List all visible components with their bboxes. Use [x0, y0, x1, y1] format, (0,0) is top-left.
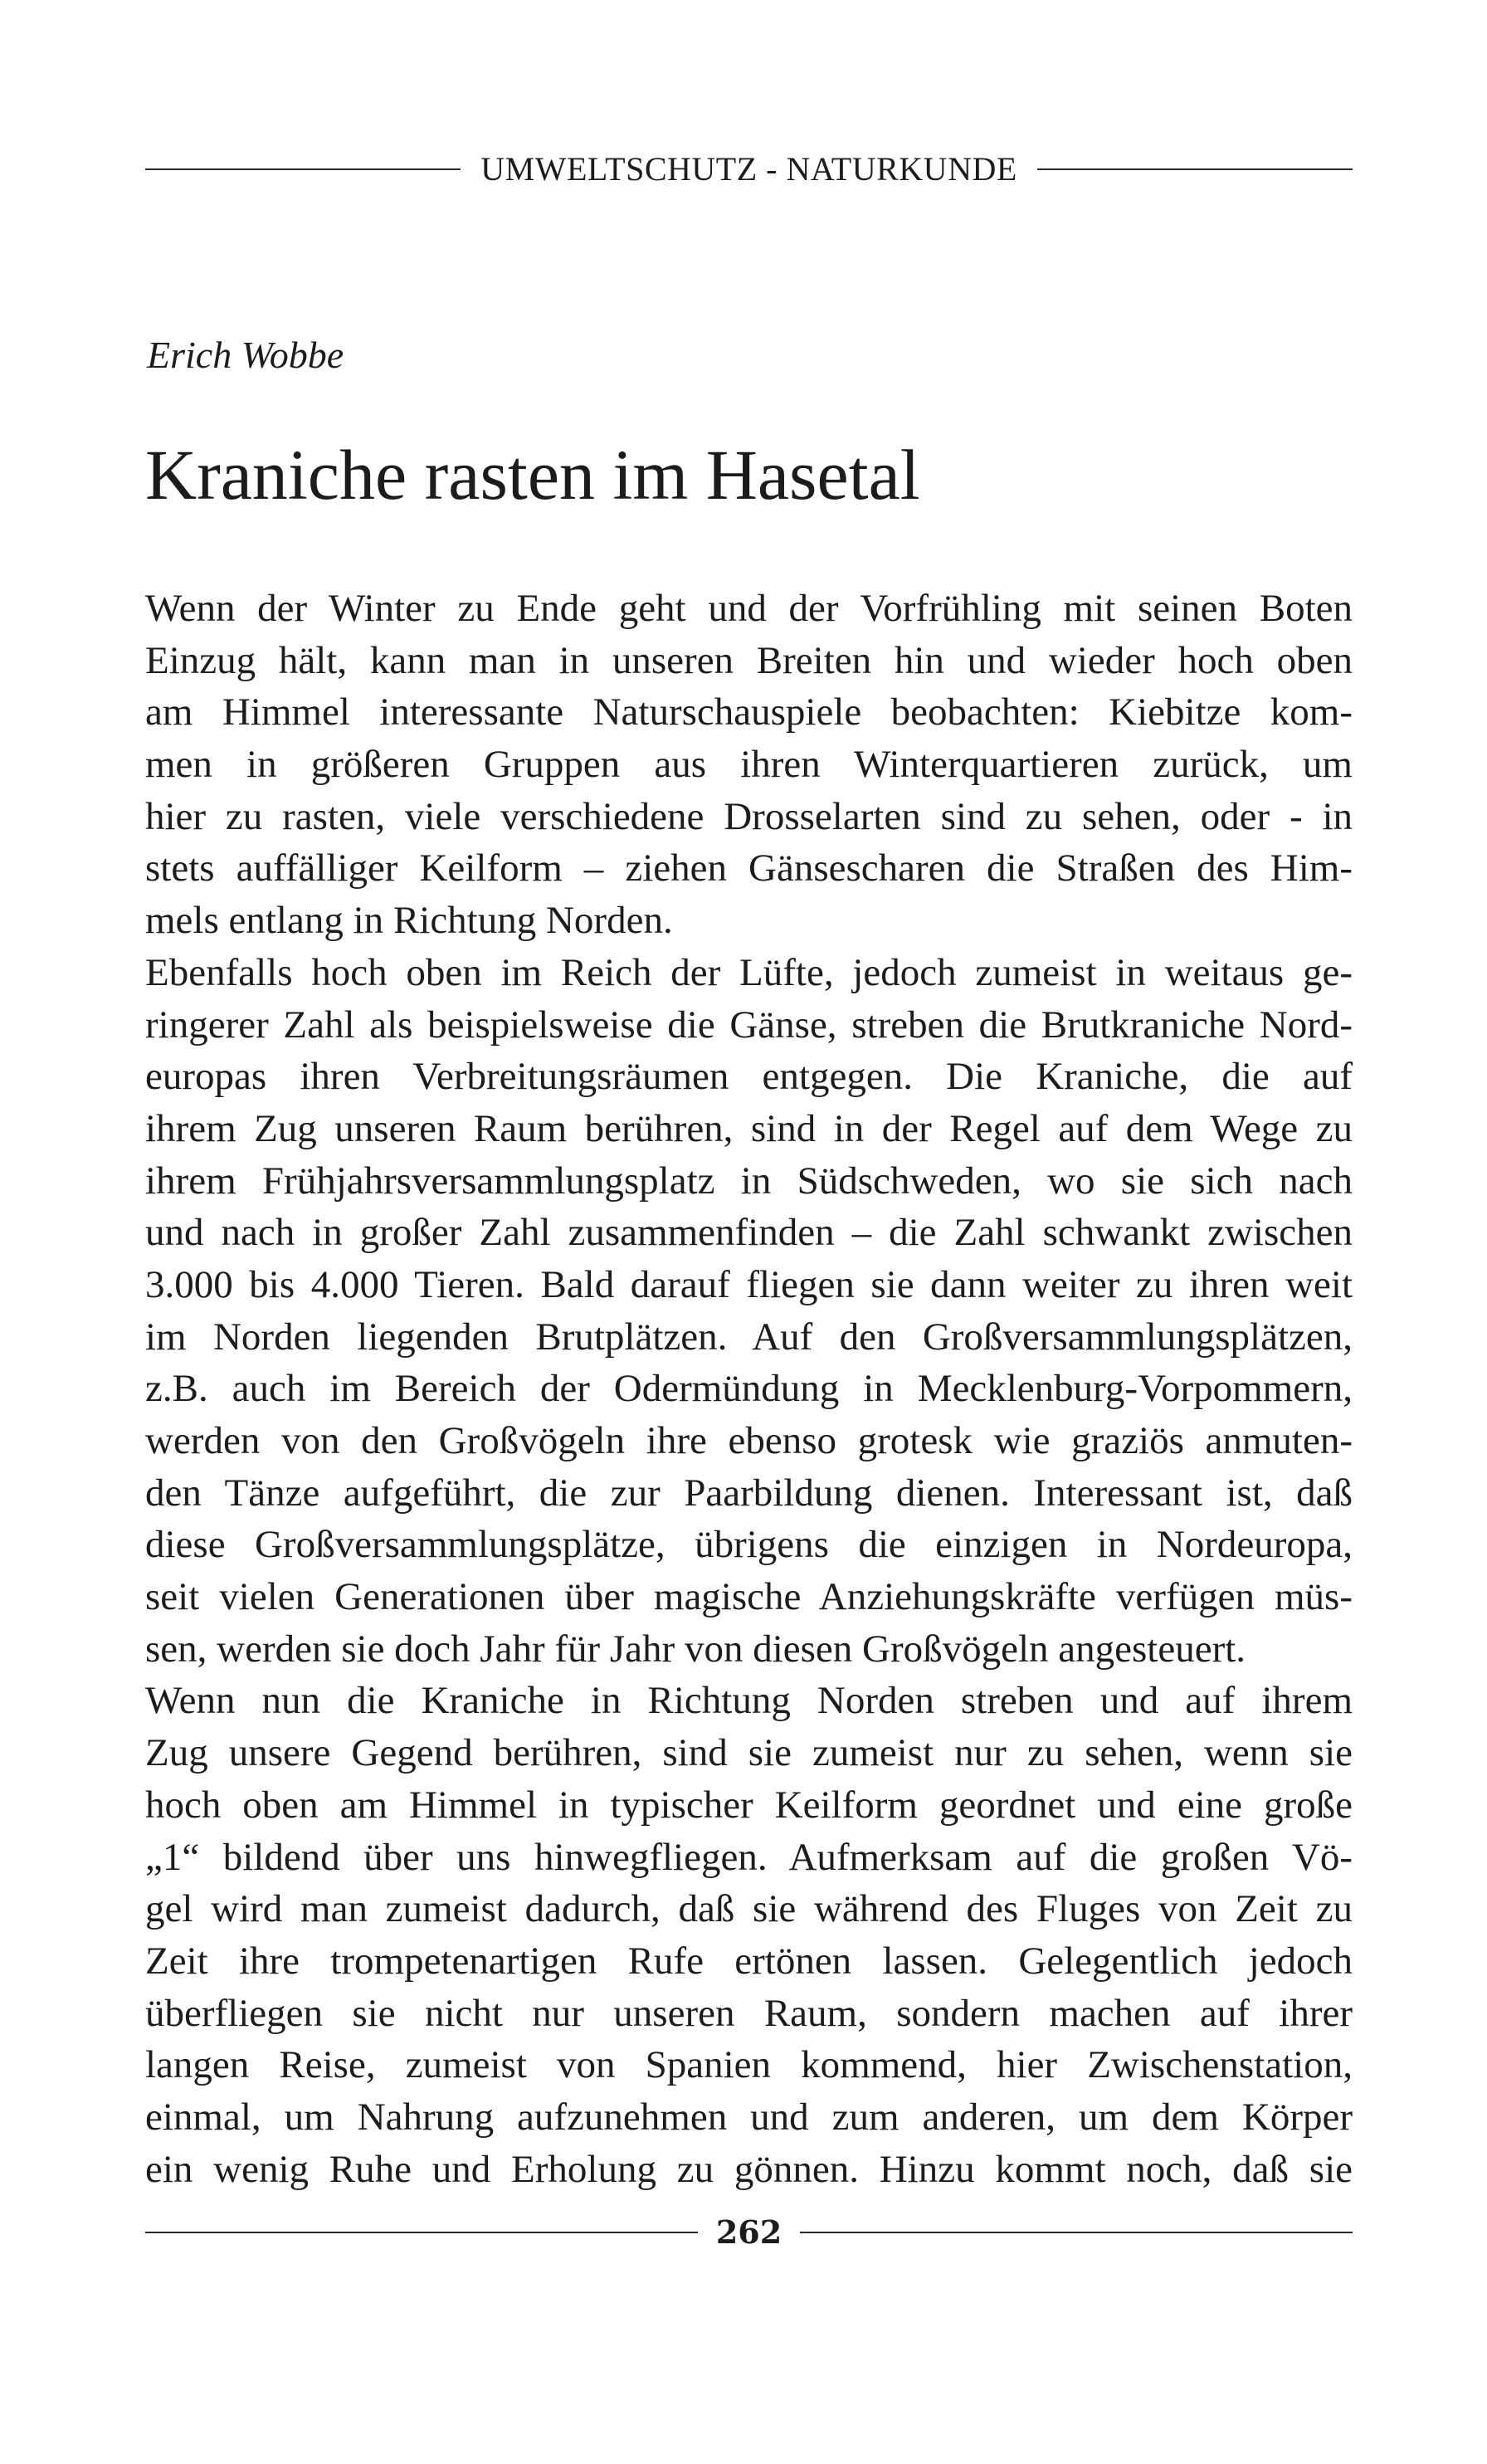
footer-rule-right — [800, 2232, 1353, 2233]
body-line: Einzug hält, kann man in unseren Breiten hin und wieder hoch oben — [145, 638, 1353, 682]
body-line: gel wird man zumeist dadurch, daß sie während des Fluges von Zeit zu — [145, 1887, 1353, 1931]
body-line: im Norden liegenden Brutplätzen. Auf den Großversammlungsplätzen, — [145, 1315, 1353, 1359]
body-line: mels entlang in Richtung Norden. — [145, 899, 673, 943]
article-title: Kraniche rasten im Hasetal — [145, 435, 920, 515]
body-line: werden von den Großvögeln ihre ebenso grotesk wie graziös anmuten- — [145, 1419, 1353, 1462]
header-rule-left — [145, 168, 461, 170]
body-line: seit vielen Generationen über magische Anziehungskräfte verfügen müs- — [145, 1575, 1353, 1619]
body-line: ihrem Zug unseren Raum berühren, sind in der Regel auf dem Wege zu — [145, 1106, 1353, 1150]
body-line: 3.000 bis 4.000 Tieren. Bald darauf fliegen sie dann weiter zu ihren weit — [145, 1262, 1353, 1306]
footer-rule-left — [145, 2232, 698, 2233]
body-line: hoch oben am Himmel in typischer Keilform geordnet und eine große — [145, 1783, 1353, 1827]
body-line: Ebenfalls hoch oben im Reich der Lüfte, jedoch zumeist in weitaus ge- — [145, 950, 1353, 994]
body-line: einmal, um Nahrung aufzunehmen und zum anderen, um dem Körper — [145, 2095, 1353, 2139]
body-line: überfliegen sie nicht nur unseren Raum, sondern machen auf ihrer — [145, 1991, 1353, 2035]
body-line: z.B. auch im Bereich der Odermündung in Mecklenburg-Vorpommern, — [145, 1367, 1353, 1411]
article-author: Erich Wobbe — [147, 334, 344, 376]
body-line: am Himmel interessante Naturschauspiele beobachten: Kiebitze kom- — [145, 690, 1353, 734]
body-line: Wenn der Winter zu Ende geht und der Vorfrühling mit seinen Boten — [145, 587, 1353, 630]
body-line: Zug unsere Gegend berühren, sind sie zumeist nur zu sehen, wenn sie — [145, 1731, 1353, 1775]
body-line: diese Großversammlungsplätze, übrigens die einzigen in Nordeuropa, — [145, 1523, 1353, 1567]
body-line: und nach in großer Zahl zusammenfinden – die Zahl schwankt zwischen — [145, 1211, 1353, 1255]
body-line: ein wenig Ruhe und Erholung zu gönnen. Hinzu kommt noch, daß sie — [145, 2147, 1353, 2191]
body-line: sen, werden sie doch Jahr für Jahr von diesen Großvögeln angesteuert. — [145, 1627, 1246, 1671]
body-line: ihrem Frühjahrsversammlungsplatz in Südschweden, wo sie sich nach — [145, 1159, 1353, 1203]
body-line: ringerer Zahl als beispielsweise die Gänse, streben die Brutkraniche Nord- — [145, 1003, 1353, 1047]
body-line: „1“ bildend über uns hinwegfliegen. Aufmerksam auf die großen Vö- — [145, 1835, 1353, 1879]
body-line: langen Reise, zumeist von Spanien kommend, hier Zwischenstation, — [145, 2043, 1353, 2087]
body-line: Zeit ihre trompetenartigen Rufe ertönen lassen. Gelegentlich jedoch — [145, 1939, 1353, 1983]
body-line: hier zu rasten, viele verschiedene Drosselarten sind zu sehen, oder - in — [145, 794, 1353, 838]
body-line: stets auffälliger Keilform – ziehen Gänsescharen die Straßen des Him- — [145, 847, 1353, 890]
body-line: den Tänze aufgeführt, die zur Paarbildung dienen. Interessant ist, daß — [145, 1471, 1353, 1515]
body-line: europas ihren Verbreitungsräumen entgegen. Die Kraniche, die auf — [145, 1055, 1353, 1099]
body-line: men in größeren Gruppen aus ihren Winterquartieren zurück, um — [145, 743, 1353, 787]
section-title: UMWELTSCHUTZ - NATURKUNDE — [480, 150, 1017, 188]
page-footer — [145, 2213, 1353, 2252]
article-body — [145, 583, 1353, 2195]
header-rule-right — [1037, 168, 1353, 170]
page-number: 262 — [715, 2213, 783, 2251]
running-header — [145, 149, 1353, 189]
body-line: Wenn nun die Kraniche in Richtung Norden streben und auf ihrem — [145, 1679, 1353, 1723]
